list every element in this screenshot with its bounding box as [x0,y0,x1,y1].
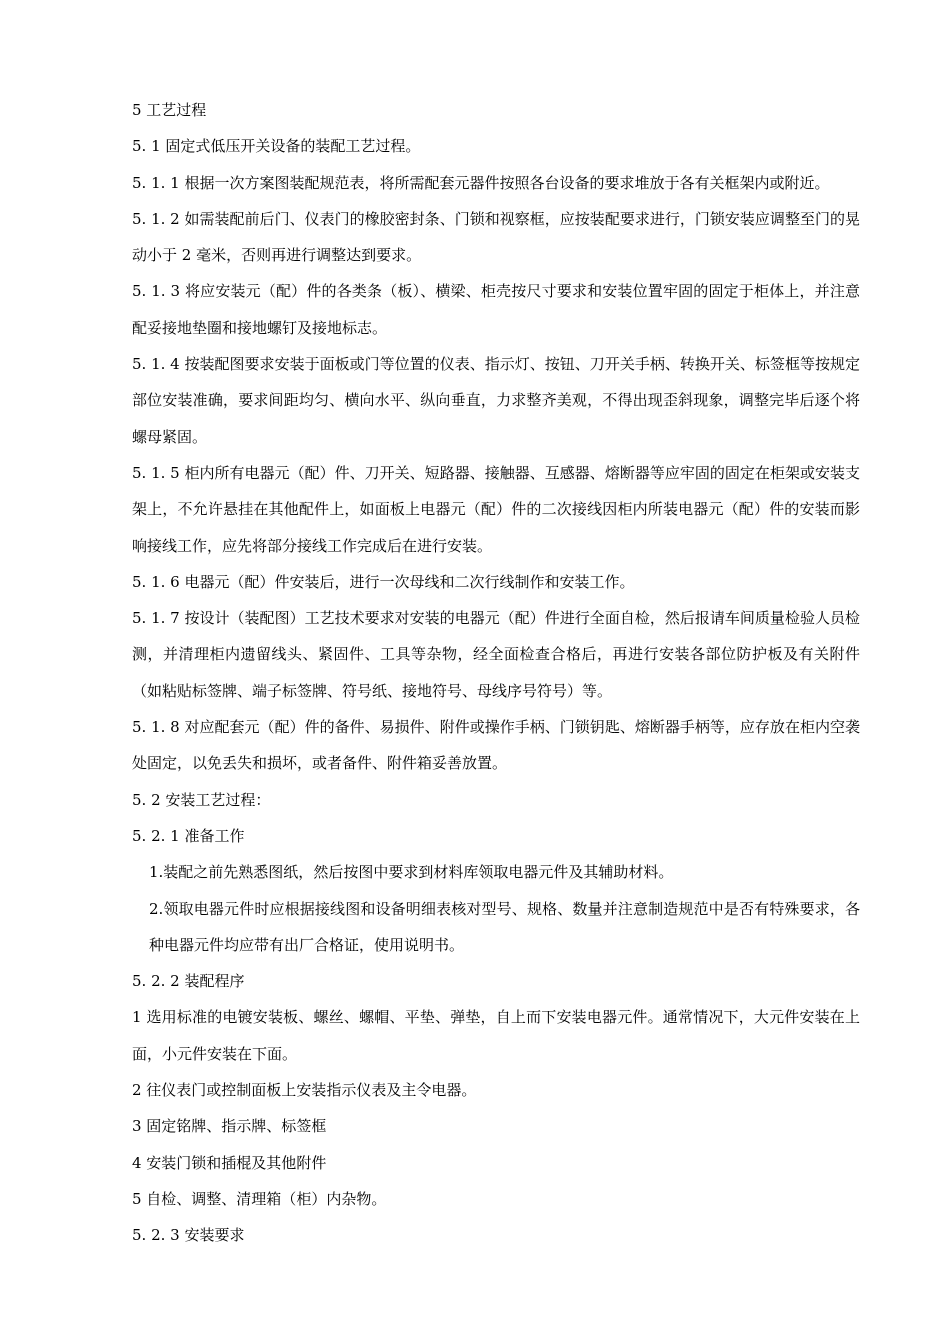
list-item-procedure-2: 2 往仪表门或控制面板上安装指示仪表及主令电器。 [132,1081,477,1100]
paragraph-5-1-7: 5. 1. 7 按设计（装配图）工艺技术要求对安装的电器元（配）件进行全面自检，然后报请车间质量检验人员检测，并清理柜内遗留线头、紧固件、工具等杂物，经全面检查合格后，再进行安装各部位防护板及有关附件（如粘贴标签牌、端子标签牌、符号纸、接地符号、母线序号符号）等。 [132,609,860,700]
list-item-prep-2: 2.领取电器元件时应根据接线图和设备明细表核对型号、规格、数量并注意制造规范中是否有特殊要求，各种电器元件均应带有出厂合格证，使用说明书。 [149,899,860,954]
paragraph-5-1-2: 5. 1. 2 如需装配前后门、仪表门的橡胶密封条、门锁和视察框，应按装配要求进行，门锁安装应调整至门的晃动小于 2 毫米，否则再进行调整达到要求。 [132,209,860,265]
paragraph-5-1-6: 5. 1. 6 电器元（配）件安装后，进行一次母线和二次行线制作和安装工作。 [132,572,635,591]
subsection-heading-5-2-2: 5. 2. 2 装配程序 [132,972,245,991]
section-heading-5: 5 工艺过程 [132,101,207,119]
list-item-procedure-3: 3 固定铭牌、指示牌、标签框 [132,1117,327,1136]
paragraph-5-1-5: 5. 1. 5 柜内所有电器元（配）件、刀开关、短路器、接触器、互感器、熔断器等应牢固的固定在柜架或安装支架上，不允许悬挂在其他配件上，如面板上电器元（配）件的二次接线因柜内所装电器元（配）件的安装而影响接线工作，应先将部分接线工作完成后在进行安装。 [132,463,860,555]
section-heading-5-1: 5. 1 固定式低压开关设备的装配工艺过程。 [132,137,421,156]
list-item-procedure-4: 4 安装门锁和插棍及其他附件 [132,1153,327,1172]
subsection-heading-5-2-3: 5. 2. 3 安装要求 [132,1226,245,1245]
paragraph-5-1-1: 5. 1. 1 根据一次方案图装配规范表，将所需配套元器件按照各台设备的要求堆放于各有关框架内或附近。 [132,173,830,192]
list-item-procedure-1: 1 选用标准的电镀安装板、螺丝、螺帽、平垫、弹垫，自上而下安装电器元件。通常情况下，大元件安装在上面，小元件安装在下面。 [132,1008,860,1063]
paragraph-5-1-3: 5. 1. 3 将应安装元（配）件的各类条（板）、横梁、柜壳按尺寸要求和安装位置牢固的固定于柜体上，并注意配妥接地垫圈和接地螺钉及接地标志。 [132,282,860,337]
paragraph-5-1-4: 5. 1. 4 按装配图要求安装于面板或门等位置的仪表、指示灯、按钮、刀开关手柄、转换开关、标签框等按规定部位安装准确，要求间距均匀、横向水平、纵向垂直，力求整齐美观，不得出现歪斜现象，调整完毕后逐个将螺母紧固。 [132,355,860,446]
subsection-heading-5-2-1: 5. 2. 1 准备工作 [132,826,245,845]
list-item-procedure-5: 5 自检、调整、清理箱（柜）内杂物。 [132,1189,387,1208]
paragraph-5-1-8: 5. 1. 8 对应配套元（配）件的备件、易损件、附件或操作手柄、门锁钥匙、熔断器手柄等，应存放在柜内空袭处固定，以免丢失和损坏，或者备件、附件箱妥善放置。 [132,718,860,773]
list-item-prep-1: 1.装配之前先熟悉图纸，然后按图中要求到材料库领取电器元件及其辅助材料。 [149,863,674,882]
document-body [132,92,860,1254]
section-heading-5-2: 5. 2 安装工艺过程： [132,790,271,809]
